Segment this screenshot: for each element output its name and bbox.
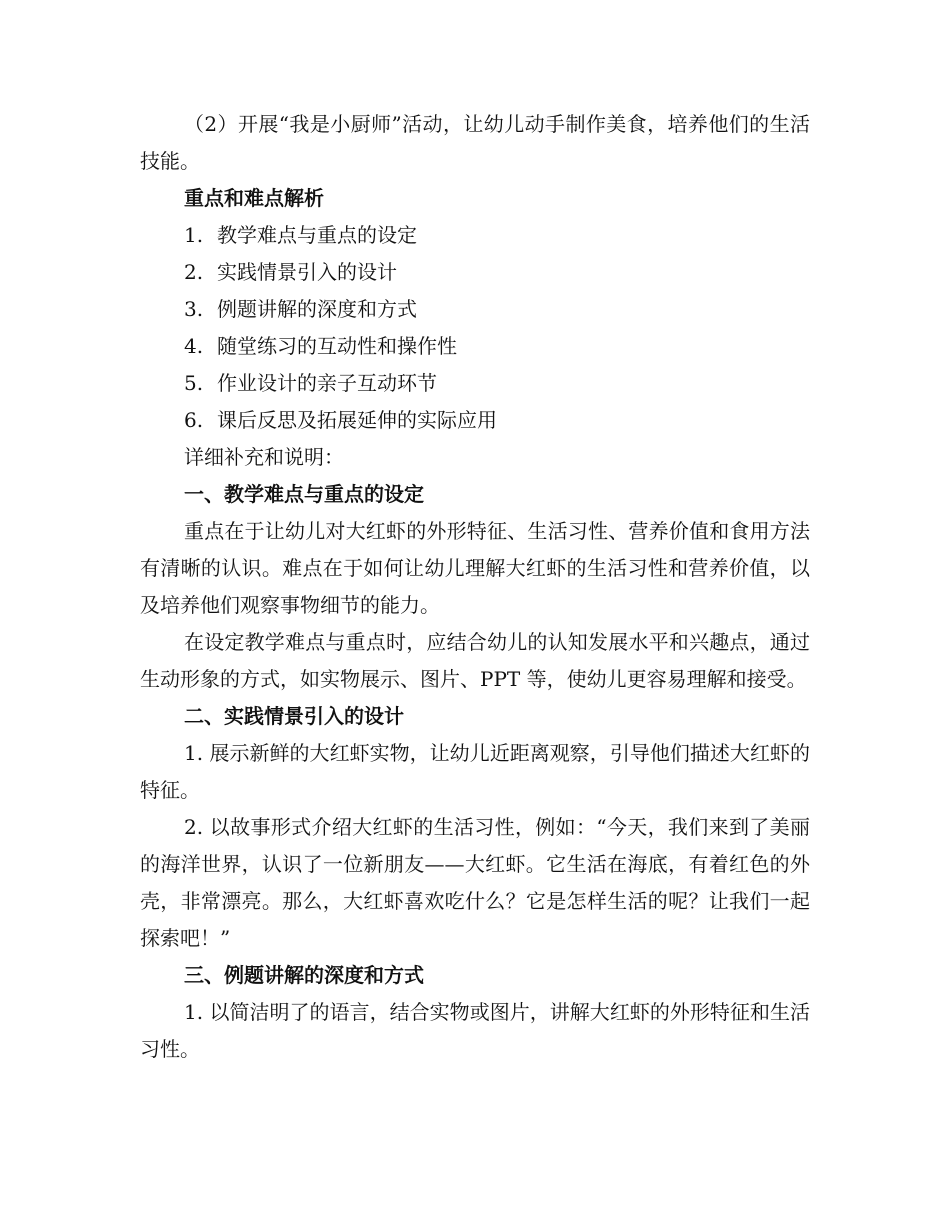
list-item-number: 2. bbox=[184, 260, 204, 284]
section-3-heading: 三、例题讲解的深度和方式 bbox=[184, 963, 424, 987]
list-item bbox=[140, 365, 810, 402]
list-item-number: 3. bbox=[184, 297, 204, 321]
list-item-number: 1. bbox=[184, 223, 204, 247]
intro-paragraph: （2）开展“我是小厨师”活动，让幼儿动手制作美食，培养他们的生活技能。 bbox=[140, 112, 810, 173]
section-1-paragraph-2: 在设定教学难点与重点时，应结合幼儿的认知发展水平和兴趣点，通过生动形象的方式，如实物展示、图片、PPT 等，使幼儿更容易理解和接受。 bbox=[140, 630, 810, 691]
list-item bbox=[140, 402, 810, 439]
list-item-text: 教学难点与重点的设定 bbox=[217, 223, 417, 247]
list-item-text: 实践情景引入的设计 bbox=[217, 260, 397, 284]
list-item-number: 6. bbox=[184, 408, 204, 432]
list-item bbox=[140, 254, 810, 291]
list-item-number: 5. bbox=[184, 371, 204, 395]
document-body bbox=[140, 106, 810, 1068]
section-2-heading: 二、实践情景引入的设计 bbox=[184, 704, 404, 728]
section-1-heading: 一、教学难点与重点的设定 bbox=[184, 482, 424, 506]
list-item bbox=[140, 217, 810, 254]
list-item-text: 随堂练习的互动性和操作性 bbox=[217, 334, 457, 358]
list-item-text: 课后反思及拓展延伸的实际应用 bbox=[217, 408, 497, 432]
list-item-text: 作业设计的亲子互动环节 bbox=[217, 371, 437, 395]
list-item-number: 4. bbox=[184, 334, 204, 358]
section-2-paragraph-2: 2. 以故事形式介绍大红虾的生活习性，例如：“今天，我们来到了美丽的海洋世界，认识了一位新朋友——大红虾。它生活在海底，有着红色的外壳，非常漂亮。那么，大红虾喜欢吃什么？它是怎样生活的呢？让我们一起探索吧！” bbox=[140, 815, 810, 950]
detail-intro: 详细补充和说明： bbox=[184, 445, 344, 469]
section-2-paragraph-1: 1. 展示新鲜的大红虾实物，让幼儿近距离观察，引导他们描述大红虾的特征。 bbox=[140, 741, 810, 802]
list-item-text: 例题讲解的深度和方式 bbox=[217, 297, 417, 321]
key-points-heading: 重点和难点解析 bbox=[184, 186, 324, 210]
list-item bbox=[140, 291, 810, 328]
section-3-paragraph-1: 1. 以简洁明了的语言，结合实物或图片，讲解大红虾的外形特征和生活习性。 bbox=[140, 1000, 810, 1061]
section-1-paragraph-1: 重点在于让幼儿对大红虾的外形特征、生活习性、营养价值和食用方法有清晰的认识。难点在于如何让幼儿理解大红虾的生活习性和营养价值，以及培养他们观察事物细节的能力。 bbox=[140, 519, 810, 617]
key-points-list bbox=[140, 217, 810, 439]
list-item bbox=[140, 328, 810, 365]
